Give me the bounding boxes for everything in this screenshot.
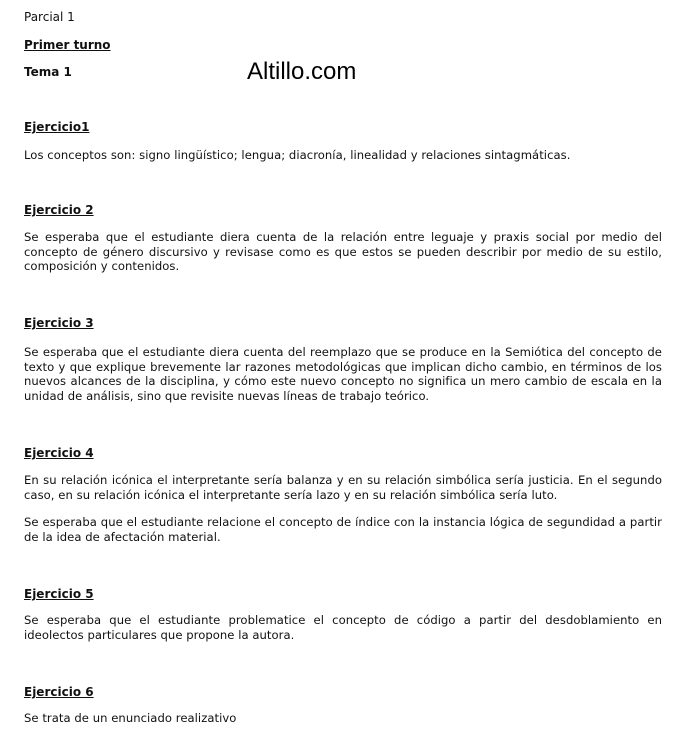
ejercicio-2-title: Ejercicio 2 bbox=[24, 203, 94, 217]
parcial-label: Parcial 1 bbox=[24, 10, 75, 24]
ejercicio-4-title: Ejercicio 4 bbox=[24, 446, 94, 460]
ejercicio-4-text-1: En su relación icónica el interpretante sería balanza y en su relación simbólica sería justicia. En el segundo caso, en su relación icónica el interpretante sería lazo y en su relación simbólica sería luto. bbox=[24, 473, 662, 502]
ejercicio-1-text: Los conceptos son: signo lingüístico; lengua; diacronía, linealidad y relaciones sintagmáticas. bbox=[24, 148, 571, 162]
ejercicio-5-text: Se esperaba que el estudiante problematice el concepto de código a partir del desdoblamiento en ideolectos particulares que propone la autora. bbox=[24, 613, 662, 642]
site-watermark: Altillo.com bbox=[247, 58, 357, 85]
tema-label: Tema 1 bbox=[24, 65, 72, 79]
ejercicio-4-text-2: Se esperaba que el estudiante relacione el concepto de índice con la instancia lógica de segundidad a partir de la idea de afectación material. bbox=[24, 515, 662, 544]
ejercicio-6-text: Se trata de un enunciado realizativo bbox=[24, 711, 237, 725]
ejercicio-6-title: Ejercicio 6 bbox=[24, 685, 94, 699]
turno-heading: Primer turno bbox=[24, 38, 111, 52]
ejercicio-2-text: Se esperaba que el estudiante diera cuenta de la relación entre leguaje y praxis social por medio del concepto de género discursivo y revisase como es que estos se pueden describir por medio de su estilo, composición y contenidos. bbox=[24, 230, 662, 273]
ejercicio-3-title: Ejercicio 3 bbox=[24, 316, 94, 330]
ejercicio-3-text: Se esperaba que el estudiante diera cuenta del reemplazo que se produce en la Semiótica del concepto de texto y que explique brevemente lar razones metodológicas que implican dicho cambio, en términos de los nuevos alcances de la disciplina, y cómo este nuevo concepto no significa un mero cambio de escala en la unidad de análisis, sino que revisite nuevas líneas de trabajo teórico. bbox=[24, 345, 662, 403]
ejercicio-1-title: Ejercicio1 bbox=[24, 120, 90, 134]
ejercicio-5-title: Ejercicio 5 bbox=[24, 587, 94, 601]
